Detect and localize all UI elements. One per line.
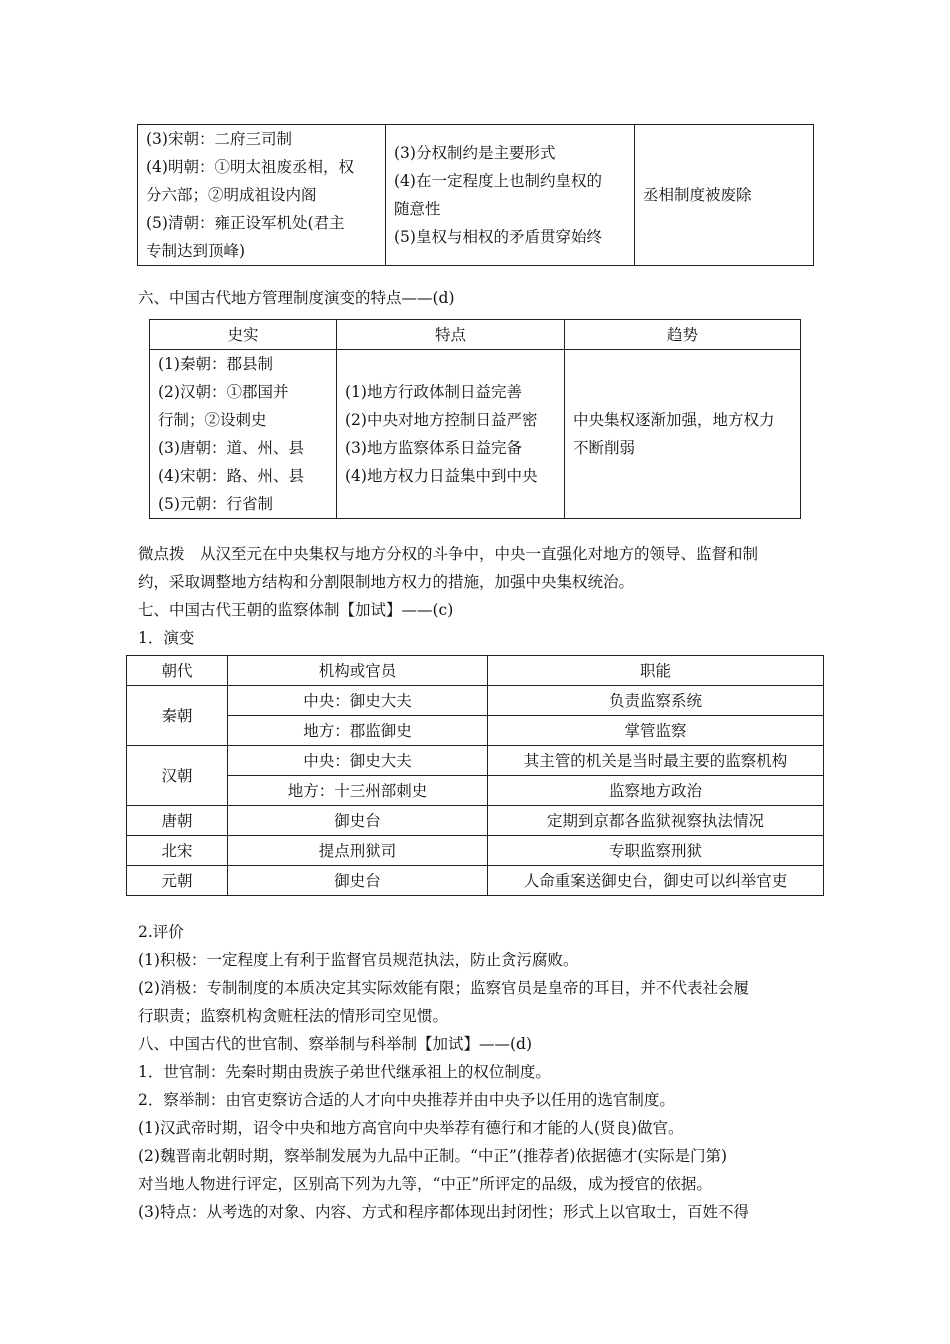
function-cell: 负责监察系统 xyxy=(488,686,824,716)
local-fact-line: (5)元朝：行省制 xyxy=(158,495,273,513)
evaluation-negative-line-1: (2)消极：专制制度的本质决定其实际效能有限；监察官员是皇帝的耳目，并不代表社会履 xyxy=(138,979,749,997)
table1-fact-line: 分六部；②明成祖设内阁 xyxy=(146,186,317,204)
dynasty-qin: 秦朝 xyxy=(127,686,228,746)
section8-paragraph: (1)汉武帝时期，诏令中央和地方高官向中央举荐有德行和才能的人(贤良)做官。 xyxy=(138,1119,684,1137)
header-dynasty: 朝代 xyxy=(127,656,228,686)
tip-line-1: 微点拨 从汉至元在中央集权与地方分权的斗争中，中央一直强化对地方的领导、监督和制 xyxy=(138,545,759,563)
dynasty-northern-song: 北宋 xyxy=(127,836,228,866)
local-features-cell xyxy=(337,350,565,519)
table1-fact-line: (3)宋朝：二府三司制 xyxy=(146,130,292,148)
local-feature-line: (2)中央对地方控制日益严密 xyxy=(345,411,538,429)
evaluation-negative-line-2: 行职责；监察机构贪赃枉法的情形司空见惯。 xyxy=(138,1007,449,1025)
agency-cell: 地方：郡监御史 xyxy=(228,716,488,746)
agency-cell: 地方：十三州部刺史 xyxy=(228,776,488,806)
function-cell: 监察地方政治 xyxy=(488,776,824,806)
function-cell: 人命重案送御史台，御史可以纠举官吏 xyxy=(488,866,824,896)
header-features: 特点 xyxy=(337,320,565,350)
local-feature-line: (1)地方行政体制日益完善 xyxy=(345,383,522,401)
function-cell: 掌管监察 xyxy=(488,716,824,746)
tip-line-2: 约，采取调整地方结构和分割限制地方权力的措施，加强中央集权统治。 xyxy=(138,573,635,591)
header-agency: 机构或官员 xyxy=(228,656,488,686)
section8-paragraph: (3)特点：从考选的对象、内容、方式和程序都体现出封闭性；形式上以官取士，百姓不得 xyxy=(138,1203,749,1221)
local-feature-line: (4)地方权力日益集中到中央 xyxy=(345,467,538,485)
table1-feature-line: (3)分权制约是主要形式 xyxy=(394,144,556,162)
table1-fact-line: (5)清朝：雍正设军机处(君主 xyxy=(146,214,345,232)
section8-paragraph: 对当地人物进行评定，区别高下列为九等，“中正”所评定的品级，成为授官的依据。 xyxy=(138,1175,712,1193)
header-trend: 趋势 xyxy=(565,320,801,350)
section8-paragraph: 1．世官制：先秦时期由贵族子弟世代继承祖上的权位制度。 xyxy=(138,1063,551,1081)
header-function: 职能 xyxy=(488,656,824,686)
section6-heading: 六、中国古代地方管理制度演变的特点——(d) xyxy=(138,289,455,307)
table1-fact-line: (4)明朝：①明太祖废丞相，权 xyxy=(146,158,354,176)
agency-cell: 御史台 xyxy=(228,866,488,896)
section8-paragraph: 2．察举制：由官吏察访合适的人才向中央推荐并由中央予以任用的选官制度。 xyxy=(138,1091,675,1109)
agency-cell: 御史台 xyxy=(228,806,488,836)
table1-features-cell xyxy=(386,125,635,266)
central-system-table xyxy=(137,124,814,266)
header-facts: 史实 xyxy=(150,320,337,350)
local-system-table xyxy=(149,319,801,519)
evaluation-positive: (1)积极：一定程度上有利于监督官员规范执法，防止贪污腐败。 xyxy=(138,951,579,969)
table1-trend-cell: 丞相制度被废除 xyxy=(635,125,814,266)
local-fact-line: (4)宋朝：路、州、县 xyxy=(158,467,304,485)
local-facts-cell xyxy=(150,350,337,519)
local-fact-line: 行制；②设刺史 xyxy=(158,411,267,429)
local-fact-line: (1)秦朝：郡县制 xyxy=(158,355,273,373)
table1-feature-line: (5)皇权与相权的矛盾贯穿始终 xyxy=(394,228,602,246)
function-cell: 定期到京都各监狱视察执法情况 xyxy=(488,806,824,836)
section7-subheading-2: 2.评价 xyxy=(138,923,184,941)
agency-cell: 提点刑狱司 xyxy=(228,836,488,866)
table1-facts-cell xyxy=(138,125,386,266)
table1-feature-line: 随意性 xyxy=(394,200,441,218)
table1-fact-line: 专制达到顶峰) xyxy=(146,242,246,260)
function-cell: 其主管的机关是当时最主要的监察机构 xyxy=(488,746,824,776)
dynasty-han: 汉朝 xyxy=(127,746,228,806)
dynasty-yuan: 元朝 xyxy=(127,866,228,896)
section7-heading: 七、中国古代王朝的监察体制【加试】——(c) xyxy=(138,601,454,619)
local-feature-line: (3)地方监察体系日益完备 xyxy=(345,439,522,457)
section8-heading: 八、中国古代的世官制、察举制与科举制【加试】——(d) xyxy=(138,1035,533,1053)
section7-subheading-1: 1．演变 xyxy=(138,629,195,647)
agency-cell: 中央：御史大夫 xyxy=(228,746,488,776)
local-fact-line: (2)汉朝：①郡国并 xyxy=(158,383,289,401)
local-fact-line: (3)唐朝：道、州、县 xyxy=(158,439,304,457)
dynasty-tang: 唐朝 xyxy=(127,806,228,836)
section8-paragraph: (2)魏晋南北朝时期，察举制发展为九品中正制。“中正”(推荐者)依据德才(实际是门第) xyxy=(138,1147,727,1165)
local-trend-line: 不断削弱 xyxy=(573,439,636,457)
local-trend-cell xyxy=(565,350,801,519)
local-trend-line: 中央集权逐渐加强，地方权力 xyxy=(573,411,775,429)
function-cell: 专职监察刑狱 xyxy=(488,836,824,866)
table1-feature-line: (4)在一定程度上也制约皇权的 xyxy=(394,172,602,190)
agency-cell: 中央：御史大夫 xyxy=(228,686,488,716)
supervision-table xyxy=(126,655,824,896)
